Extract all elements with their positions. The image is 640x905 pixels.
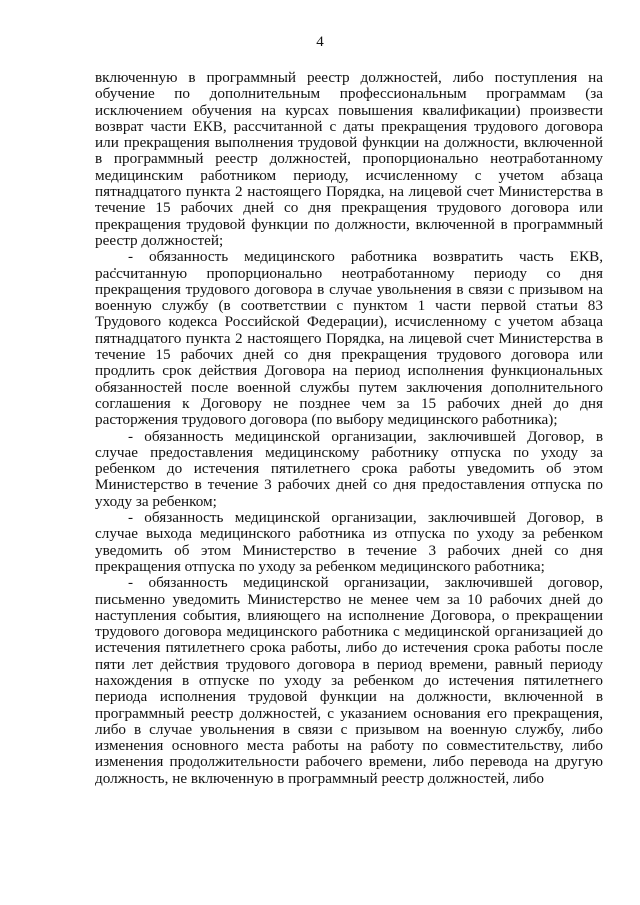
document-body — [95, 70, 603, 787]
paragraph-continuation: включенную в программный реестр должностей, либо поступления на обучение по дополнительным профессиональным программам (за исключением обучения на курсах повышения квалификации) произвести возврат части ЕКВ, рассчитанной с даты прекращения трудового договора или прекращения выполнения трудовой функции на должности, включенной в программный реестр должностей, пропорционально неотработанному медицинским работником периоду, исчисленному с учетом абзаца пятнадцатого пункта 2 настоящего Порядка, на лицевой счет Министерства в течение 15 рабочих дней со дня прекращения трудового договора или прекращения трудовой функции по должности, включенной в программный реестр должностей; — [95, 69, 603, 249]
paragraph-obligation-org-leave-start: - обязанность медицинской организации, заключившей Договор, в случае предоставления медицинскому работнику отпуска по уходу за ребенком до истечения пятилетнего срока работы уведомить об этом Министерство в течение 3 рабочих дней со дня предоставления отпуска по уходу за ребенком; — [95, 427, 603, 510]
paragraph-obligation-org-notify: - обязанность медицинской организации, заключившей договор, письменно уведомить Министерство не менее чем за 10 рабочих дней до наступления события, влияющего на исполнение Договора, о прекращении трудового договора медицинского работника с медицинской организацией до истечения пятилетнего срока работы, либо до истечения срока работы после пяти лет действия трудового договора в период времени, равный периоду нахождения в отпуске по уходу за ребенком до истечения пятилетнего периода исполнения трудовой функции на должности, включенной в программный реестр должностей, с указанием основания его прекращения, либо в случае увольнения в связи с призывом на военную службу, либо изменения основного места работы на работу по совместительству, либо изменения продолжительности рабочего времени, либо перевода на другую должность, не включенную в программный реестр должностей, либо — [95, 574, 603, 787]
paragraph-obligation-org-leave-end: - обязанность медицинской организации, заключившей Договор, в случае выхода медицинского работника из отпуска по уходу за ребенком уведомить об этом Министерство в течение 3 рабочих дней со дня прекращения отпуска по уходу за ребенком медицинского работника; — [95, 509, 603, 575]
page-number: 4 — [316, 34, 324, 50]
paragraph-obligation-worker-military: - обязанность медицинского работника возвратить часть ЕКВ, рассчитанную пропорционально неотработанному периоду со дня прекращения трудового договора в случае увольнения в связи с призывом на военную службу (в соответствии с пунктом 1 части первой статьи 83 Трудового кодекса Российской Федерации), исчисленному с учетом абзаца пятнадцатого пункта 2 настоящего Порядка, на лицевой счет Министерства в течение 15 рабочих дней со дня прекращения трудового договора или продлить срок действия Договора на период исполнения функциональных обязанностей после военной службы путем заключения дополнительного соглашения к Договору не позднее чем за 15 рабочих дней до дня расторжения трудового договора (по выбору медицинского работника); — [95, 248, 603, 429]
